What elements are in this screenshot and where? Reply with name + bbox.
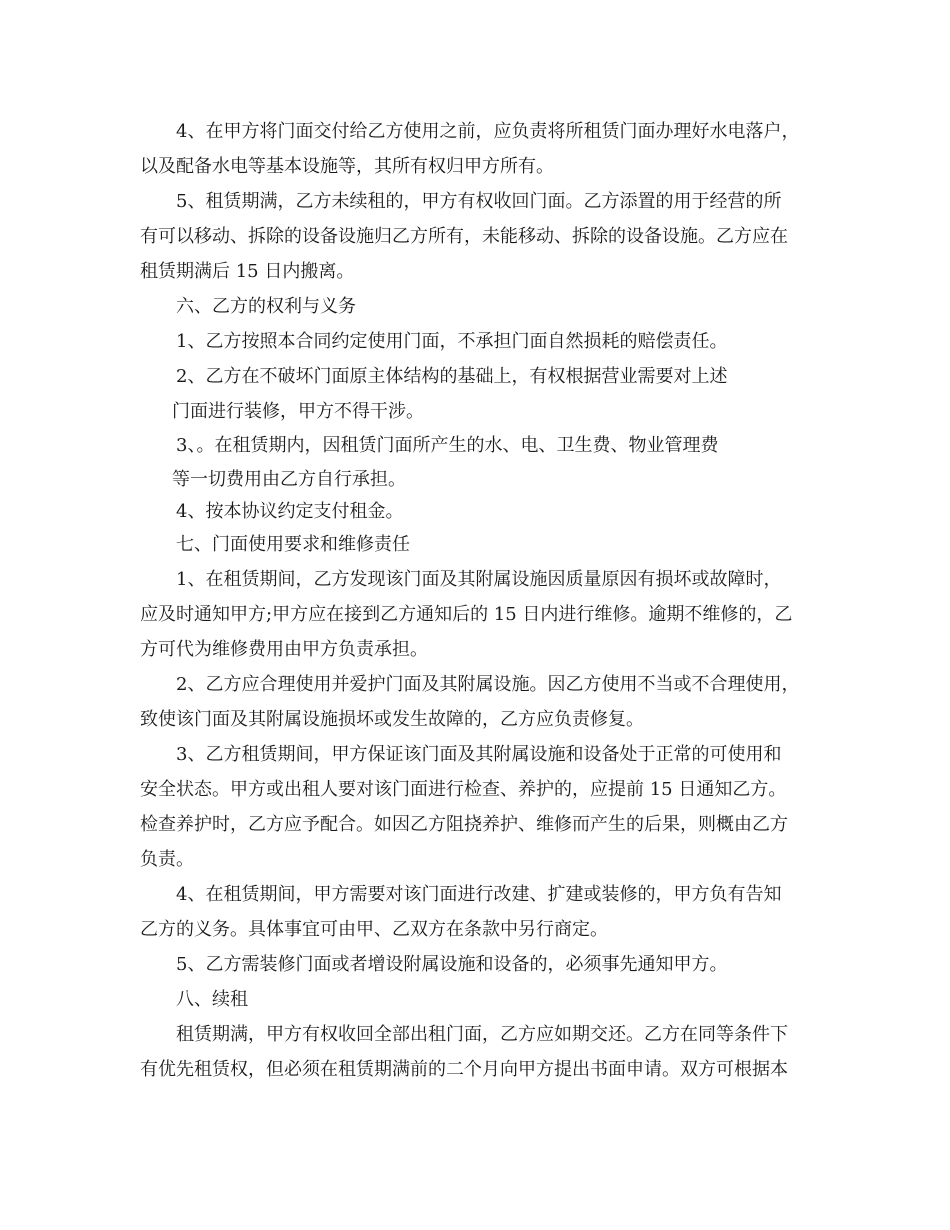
section-heading: 八、续租	[176, 989, 248, 1010]
paragraph-line: 检查养护时，乙方应予配合。如因乙方阻挠养护、维修而产生的后果，则概由乙方	[140, 814, 788, 835]
paragraph-line: 租赁期满，甲方有权收回全部出租门面，乙方应如期交还。乙方在同等条件下	[176, 1024, 788, 1045]
paragraph-line: 租赁期满后 15 日内搬离。	[140, 261, 355, 282]
paragraph-line: 乙方的义务。具体事宜可由甲、乙双方在条款中另行商定。	[140, 919, 608, 940]
paragraph-line: 有优先租赁权，但必须在租赁期满前的二个月向甲方提出书面申请。双方可根据本	[140, 1059, 788, 1080]
paragraph-line: 2、乙方在不破坏门面原主体结构的基础上，有权根据营业需要对上述	[176, 366, 728, 387]
paragraph-line: 负责。	[140, 849, 194, 870]
paragraph-line: 致使该门面及其附属设施损坏或发生故障的，乙方应负责修复。	[140, 709, 644, 730]
paragraph-line: 安全状态。甲方或出租人要对该门面进行检查、养护的，应提前 15 日通知乙方。	[140, 779, 787, 800]
paragraph-line: 门面进行装修，甲方不得干涉。	[172, 401, 424, 422]
paragraph-line: 以及配备水电等基本设施等，其所有权归甲方所有。	[140, 156, 554, 177]
paragraph-line: 4、按本协议约定支付租金。	[176, 501, 404, 522]
paragraph-line: 1、在租赁期间，乙方发现该门面及其附属设施因质量原因有损坏或故障时，	[176, 569, 782, 590]
paragraph-line: 4、在甲方将门面交付给乙方使用之前，应负责将所租赁门面办理好水电落户，	[176, 121, 800, 142]
paragraph-line: 3、。在租赁期内，因租赁门面所产生的水、电、卫生费、物业管理费	[176, 435, 719, 456]
paragraph-line: 5、租赁期满，乙方未续租的，甲方有权收回门面。乙方添置的用于经营的所	[176, 191, 782, 212]
paragraph-line: 等一切费用由乙方自行承担。	[172, 469, 406, 490]
paragraph-line: 4、在租赁期间，甲方需要对该门面进行改建、扩建或装修的，甲方负有告知	[176, 884, 782, 905]
paragraph-line: 2、乙方应合理使用并爱护门面及其附属设施。因乙方使用不当或不合理使用，	[176, 674, 800, 695]
paragraph-line: 方可代为维修费用由甲方负责承担。	[140, 639, 428, 660]
paragraph-line: 1、乙方按照本合同约定使用门面，不承担门面自然损耗的赔偿责任。	[176, 331, 728, 352]
section-heading: 七、门面使用要求和维修责任	[176, 534, 410, 555]
paragraph-line: 有可以移动、拆除的设备设施归乙方所有，未能移动、拆除的设备设施。乙方应在	[140, 226, 788, 247]
section-heading: 六、乙方的权利与义务	[176, 296, 356, 317]
paragraph-line: 5、乙方需装修门面或者增设附属设施和设备的，必须事先通知甲方。	[176, 954, 728, 975]
paragraph-line: 应及时通知甲方;甲方应在接到乙方通知后的 15 日内进行维修。逾期不维修的，乙	[140, 604, 793, 625]
paragraph-line: 3、乙方租赁期间，甲方保证该门面及其附属设施和设备处于正常的可使用和	[176, 744, 782, 765]
